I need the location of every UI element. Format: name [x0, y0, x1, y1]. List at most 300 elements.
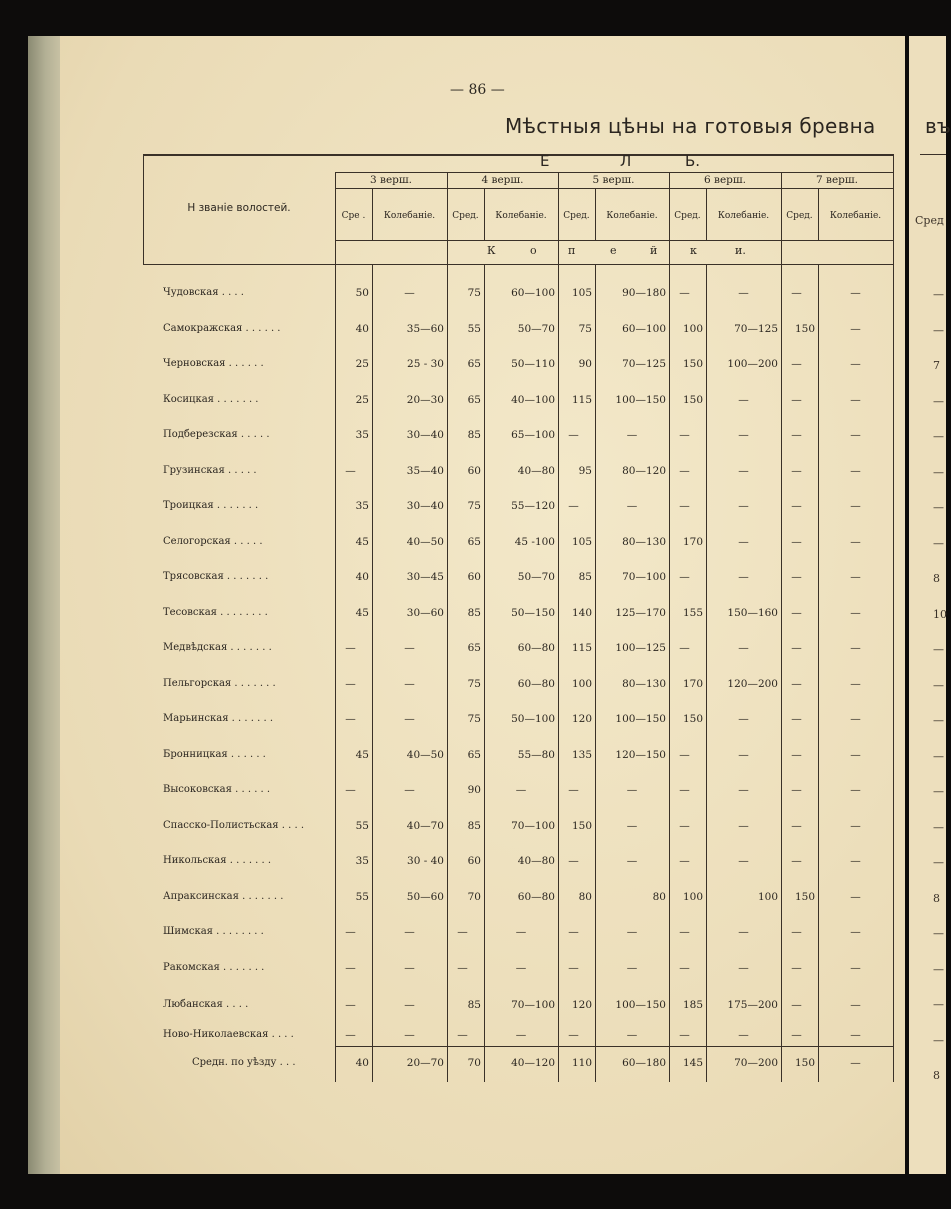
price-cell: — [738, 642, 749, 654]
price-cell: — [738, 287, 749, 299]
price-cell: 55 [355, 890, 369, 903]
price-cell: — [850, 855, 861, 867]
next-page-value: — [933, 678, 944, 692]
next-page-value: 10 [933, 607, 947, 621]
price-cell: 45 [355, 606, 369, 619]
price-cell: 35 [355, 429, 369, 441]
price-cell: — [345, 999, 356, 1011]
price-cell: — [679, 926, 690, 938]
price-cell: — [404, 713, 415, 725]
price-cell: 40—70 [406, 819, 444, 832]
district-name: Ракомская . . . . . . . [163, 961, 265, 973]
total-cell: 40 [355, 1057, 369, 1069]
price-cell: — [850, 999, 861, 1011]
price-cell: 40—80 [517, 855, 555, 867]
price-cell: 150 [682, 358, 703, 370]
price-cell: 100 [757, 890, 778, 903]
price-cell: — [738, 500, 749, 512]
price-cell: — [345, 926, 356, 938]
price-cell: — [679, 819, 690, 832]
group-separator [669, 172, 670, 1082]
next-page-value: — [933, 714, 944, 727]
price-cell: 65 [467, 393, 481, 406]
price-cell: 60 [467, 464, 481, 477]
price-cell: 90 [467, 784, 481, 796]
next-page-value: — [933, 749, 944, 763]
next-page-value: — [933, 501, 944, 514]
price-cell: 75 [467, 677, 481, 690]
next-page-edge [909, 36, 946, 1174]
price-cell: — [850, 677, 861, 690]
page-number: — 86 — [450, 82, 505, 98]
price-cell: — [850, 713, 861, 725]
price-cell: 70—100 [511, 819, 555, 832]
price-cell: 65 [467, 642, 481, 654]
price-cell: — [457, 961, 468, 974]
price-cell: 75 [578, 322, 592, 335]
price-cell: 40—80 [517, 464, 555, 477]
price-cell: — [404, 1028, 415, 1041]
price-cell: 30 - 40 [407, 855, 444, 867]
price-cell: — [345, 961, 356, 974]
price-cell: 135 [571, 748, 592, 761]
column-separator [595, 264, 596, 1082]
price-cell: — [568, 961, 579, 974]
total-cell: 20—70 [406, 1057, 444, 1069]
price-cell: 60—100 [622, 322, 666, 335]
species-letter: Е [540, 152, 550, 170]
species-rule [335, 172, 893, 173]
price-cell: — [850, 784, 861, 796]
price-cell: — [457, 926, 468, 938]
price-cell: 50—70 [517, 322, 555, 335]
price-cell: — [345, 784, 356, 796]
price-cell: 65 [467, 748, 481, 761]
total-cell: 145 [682, 1057, 703, 1069]
price-cell: — [404, 287, 415, 299]
price-cell: 150 [682, 393, 703, 406]
price-cell: — [850, 748, 861, 761]
group-separator [781, 172, 782, 1082]
district-name: Тесовская . . . . . . . . [163, 606, 268, 618]
price-cell: 70 [467, 890, 481, 903]
price-cell: 85 [467, 429, 481, 441]
column-separator [484, 264, 485, 1082]
price-cell: — [738, 784, 749, 796]
next-page-value: — [933, 288, 944, 301]
price-cell: — [850, 358, 861, 370]
price-cell: 85 [467, 999, 481, 1011]
price-cell: — [850, 819, 861, 832]
avg-price-header: Сред. [786, 211, 813, 221]
size-group-label: 4 верш. [481, 174, 524, 186]
price-cell: 75 [467, 713, 481, 725]
price-cell: — [791, 999, 802, 1011]
right-page-rule [920, 154, 946, 155]
price-cell: 150 [794, 890, 815, 903]
price-cell: — [791, 748, 802, 761]
price-cell: 65 [467, 535, 481, 548]
price-cell: 50—110 [511, 358, 555, 370]
total-cell: 70—200 [734, 1057, 778, 1069]
price-cell: — [679, 571, 690, 583]
column-separator [372, 264, 373, 1082]
price-cell: 55 [467, 322, 481, 335]
price-cell: 25 [355, 393, 369, 406]
price-cell: 30—40 [406, 429, 444, 441]
price-cell: — [850, 642, 861, 654]
total-row-label: Средн. по уѣзду . . . [192, 1057, 296, 1068]
price-cell: 35 [355, 500, 369, 512]
price-cell: — [738, 571, 749, 583]
price-cell: — [568, 855, 579, 867]
next-page-value: — [933, 856, 944, 869]
units-letter: й [650, 244, 658, 257]
price-cell: 120 [571, 713, 592, 725]
price-cell: 60 [467, 855, 481, 867]
price-cell: — [679, 961, 690, 974]
price-range-header: Колебаніе. [495, 211, 547, 221]
price-cell: 170 [682, 535, 703, 548]
price-cell: 65—100 [511, 429, 555, 441]
price-cell: — [679, 500, 690, 512]
price-cell: — [738, 1028, 749, 1041]
price-cell: — [850, 606, 861, 619]
price-cell: 55—80 [517, 748, 555, 761]
units-letter: е [610, 244, 617, 257]
price-cell: — [850, 322, 861, 335]
units-letter: К [487, 244, 496, 257]
sub-rule [335, 188, 893, 189]
district-name: Пельгорская . . . . . . . [163, 677, 276, 689]
district-name: Шимская . . . . . . . . [163, 926, 264, 937]
page-title: Мѣстныя цѣны на готовыя бревна [505, 114, 876, 138]
next-page-value: — [933, 536, 944, 550]
price-cell: — [850, 890, 861, 903]
price-cell: — [791, 429, 802, 441]
next-page-value: — [933, 430, 944, 443]
size-group-label: 7 верш. [816, 174, 858, 186]
price-cell: — [738, 961, 749, 974]
price-cell: 150 [794, 322, 815, 335]
table-left-rule [143, 154, 144, 264]
price-cell: — [738, 393, 749, 406]
price-cell: 120—150 [615, 748, 666, 761]
price-cell: 40—50 [406, 748, 444, 761]
price-cell: — [791, 571, 802, 583]
next-page-value: — [933, 820, 944, 834]
price-cell: — [626, 819, 638, 832]
price-cell: — [404, 642, 415, 654]
units-rule [335, 240, 893, 241]
page-title-continuation: въ [925, 114, 951, 138]
price-cell: 105 [571, 287, 592, 299]
total-cell: 40—120 [511, 1057, 555, 1069]
total-cell: 150 [794, 1057, 815, 1069]
price-cell: 35—60 [406, 322, 444, 335]
next-page-value: — [933, 785, 944, 798]
total-cell: 110 [571, 1057, 592, 1069]
price-cell: — [850, 571, 861, 583]
price-cell: 100—150 [615, 999, 666, 1011]
price-cell: 45 -100 [514, 535, 555, 548]
price-cell: 80—130 [622, 677, 666, 690]
district-name: Спасско-Полистьская . . . . [163, 819, 305, 831]
price-cell: — [738, 748, 749, 761]
price-cell: — [791, 784, 802, 796]
price-cell: — [568, 500, 579, 512]
price-cell: — [345, 642, 356, 654]
price-cell: — [850, 500, 861, 512]
price-cell: — [850, 393, 861, 406]
price-cell: 80—130 [622, 535, 666, 548]
price-cell: — [791, 961, 802, 974]
price-cell: 70—100 [511, 999, 555, 1011]
price-cell: — [626, 429, 638, 441]
price-cell: — [791, 1028, 802, 1041]
district-name: Косицкая . . . . . . . [163, 393, 259, 405]
price-cell: 30—60 [406, 606, 444, 619]
price-cell: 30—40 [406, 500, 444, 512]
price-cell: 100—200 [727, 358, 778, 370]
price-cell: — [568, 429, 579, 441]
price-cell: — [679, 287, 690, 299]
price-cell: — [457, 1028, 468, 1041]
price-cell: — [404, 784, 415, 796]
price-cell: — [791, 358, 802, 370]
price-cell: 85 [467, 606, 481, 619]
price-cell: 140 [571, 606, 592, 619]
price-cell: — [679, 642, 690, 654]
size-group-label: 5 верш. [592, 174, 635, 186]
price-cell: 185 [682, 999, 703, 1011]
price-cell: — [679, 855, 690, 867]
species-letter: Ь. [685, 152, 701, 170]
price-cell: 115 [571, 642, 592, 654]
price-cell: 105 [571, 535, 592, 548]
price-range-header: Колебаніе. [717, 211, 770, 221]
price-cell: — [345, 677, 356, 690]
district-name: Грузинская . . . . . [163, 464, 257, 476]
price-cell: — [791, 677, 802, 690]
district-name: Бронницкая . . . . . . [163, 748, 266, 760]
price-cell: 65 [467, 358, 481, 370]
price-cell: 75 [467, 500, 481, 512]
price-cell: — [404, 999, 415, 1011]
price-cell: 40 [355, 571, 369, 583]
price-cell: — [791, 855, 802, 867]
price-cell: 95 [578, 464, 592, 477]
units-letter: к [690, 244, 697, 257]
price-cell: 60 [467, 571, 481, 583]
price-cell: 85 [467, 819, 481, 832]
next-page-value: — [933, 927, 944, 940]
species-letter: Л [620, 152, 632, 170]
price-cell: — [850, 464, 861, 477]
price-cell: — [850, 429, 861, 441]
price-cell: — [850, 287, 861, 299]
price-cell: — [791, 642, 802, 654]
next-page-header-fragment: Сред [915, 214, 944, 227]
price-cell: 100—150 [615, 713, 666, 725]
table-top-rule [143, 154, 893, 156]
price-cell: — [738, 926, 749, 938]
price-cell: 175—200 [727, 999, 778, 1011]
table-right-rule [893, 154, 894, 1082]
price-cell: 50—70 [517, 571, 555, 583]
price-cell: 55—120 [511, 500, 555, 512]
district-name: Трясовская . . . . . . . [163, 571, 269, 582]
price-cell: — [626, 784, 638, 796]
next-page-value: — [933, 394, 944, 408]
price-cell: — [850, 1028, 861, 1041]
price-cell: 100 [682, 890, 703, 903]
column-label: Н званіе волостей. [187, 202, 291, 214]
next-page-value: — [933, 323, 944, 337]
district-name: Никольская . . . . . . . [163, 855, 272, 866]
district-name: Черновская . . . . . . [163, 358, 264, 369]
price-cell: — [345, 713, 356, 725]
district-name: Ново-Николаевская . . . . [163, 1028, 294, 1040]
group-separator [558, 172, 559, 1082]
price-cell: 40—50 [406, 535, 444, 548]
price-cell: — [850, 961, 861, 974]
price-cell: — [345, 464, 356, 477]
price-cell: 70—125 [622, 358, 666, 370]
price-cell: — [626, 855, 638, 867]
price-cell: — [568, 926, 579, 938]
district-name: Самокражская . . . . . . [163, 322, 281, 334]
price-cell: — [679, 429, 690, 441]
group-separator [335, 172, 336, 1082]
price-cell: — [791, 535, 802, 548]
price-range-header: Колебаніе. [829, 211, 882, 221]
price-cell: 60—80 [517, 677, 555, 690]
units-letter: п [568, 244, 576, 257]
price-cell: 45 [355, 535, 369, 548]
price-cell: — [626, 1028, 638, 1041]
price-range-header: Колебаніе. [383, 211, 436, 221]
price-cell: 40—100 [511, 393, 555, 406]
price-cell: 100—125 [615, 642, 666, 654]
price-cell: 50 [355, 287, 369, 299]
price-cell: — [679, 784, 690, 796]
price-cell: 170 [682, 677, 703, 690]
price-cell: 100 [571, 677, 592, 690]
next-page-value: — [933, 962, 944, 976]
district-name: Марьинская . . . . . . . [163, 713, 273, 724]
avg-price-header: Сред. [452, 211, 479, 221]
price-cell: — [738, 713, 749, 725]
district-name: Любанская . . . . [163, 999, 249, 1010]
price-cell: — [850, 535, 861, 548]
next-page-value: 7 [933, 359, 940, 372]
size-group-label: 6 верш. [704, 174, 746, 186]
next-page-value: — [933, 998, 944, 1011]
price-cell: 70—125 [734, 322, 778, 335]
district-name: Селогорская . . . . . [163, 535, 263, 547]
price-cell: 80 [578, 890, 592, 903]
price-cell: 60—100 [511, 287, 555, 299]
price-cell: 40 [355, 322, 369, 335]
price-cell: — [791, 819, 802, 832]
price-cell: 80 [652, 890, 666, 903]
price-cell: — [515, 1028, 527, 1041]
column-separator [706, 264, 707, 1082]
price-cell: 55 [355, 819, 369, 832]
price-cell: 120 [571, 999, 592, 1011]
units-letter: и. [735, 244, 746, 257]
price-cell: 50—60 [406, 890, 444, 903]
price-cell: — [515, 961, 527, 974]
price-cell: 155 [682, 606, 703, 619]
price-cell: 20—30 [406, 393, 444, 406]
price-cell: 90—180 [622, 287, 666, 299]
price-cell: — [404, 677, 415, 690]
price-cell: — [791, 926, 802, 938]
price-cell: 150 [571, 819, 592, 832]
price-cell: — [626, 926, 638, 938]
district-name: Апраксинская . . . . . . . [163, 890, 284, 902]
price-cell: — [404, 961, 415, 974]
next-page-value: — [933, 1033, 944, 1047]
next-page-value: 8 [933, 1069, 940, 1082]
price-cell: 70—100 [622, 571, 666, 583]
price-cell: — [568, 1028, 579, 1041]
price-cell: — [404, 926, 415, 938]
next-page-value: 8 [933, 891, 940, 905]
total-cell: — [850, 1057, 861, 1069]
price-cell: — [738, 855, 749, 867]
price-cell: 75 [467, 287, 481, 299]
group-separator [447, 172, 448, 1082]
price-cell: — [515, 784, 527, 796]
price-cell: 85 [578, 571, 592, 583]
size-group-label: 3 верш. [370, 174, 412, 186]
price-cell: 25 [355, 358, 369, 370]
price-cell: 35—40 [406, 464, 444, 477]
next-page-value: — [933, 643, 944, 656]
total-cell: 60—180 [622, 1057, 666, 1069]
district-name: Медвѣдская . . . . . . . [163, 642, 272, 653]
units-letter: о [530, 244, 537, 257]
price-cell: — [679, 464, 690, 477]
price-range-header: Колебаніе. [606, 211, 658, 221]
price-cell: 100 [682, 322, 703, 335]
price-cell: — [515, 926, 527, 938]
price-cell: 100—150 [615, 393, 666, 406]
next-page-value: — [933, 465, 944, 479]
district-name: Чудовская . . . . [163, 287, 244, 298]
price-cell: 35 [355, 855, 369, 867]
price-cell: — [738, 535, 749, 548]
price-cell: 25 - 30 [407, 358, 444, 370]
price-cell: 45 [355, 748, 369, 761]
total-cell: 70 [467, 1057, 481, 1069]
price-cell: — [850, 926, 861, 938]
price-cell: 50—100 [511, 713, 555, 725]
price-cell: 150 [682, 713, 703, 725]
price-cell: — [791, 500, 802, 512]
price-cell: 90 [578, 358, 592, 370]
price-cell: — [626, 961, 638, 974]
district-name: Троицкая . . . . . . . [163, 500, 259, 511]
column-separator [818, 264, 819, 1082]
price-cell: — [679, 748, 690, 761]
price-cell: 125—170 [615, 606, 666, 619]
price-cell: 80—120 [622, 464, 666, 477]
price-cell: 120—200 [727, 677, 778, 690]
